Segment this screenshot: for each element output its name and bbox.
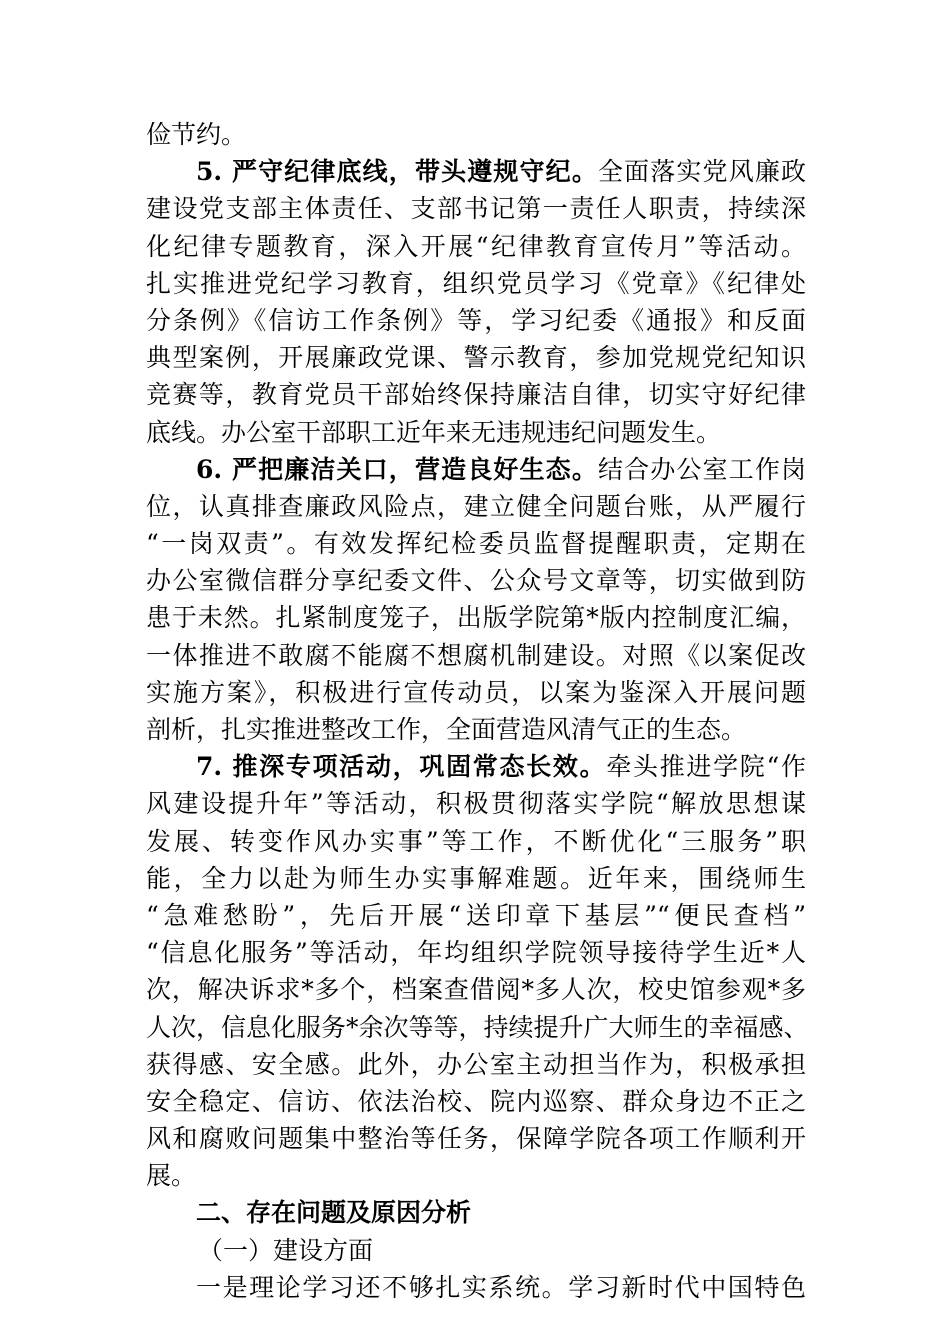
body-text: 一体推进不敢腐不能腐不想腐机制建设。对照《以案促改	[146, 640, 806, 670]
body-text: 人次，信息化服务*余次等等，持续提升广大师生的幸福感、	[146, 1012, 809, 1042]
body-text: 能，全力以赴为师生办实事解难题。近年来，围绕师生	[146, 863, 806, 893]
section-subheading-text: （一）建设方面	[198, 1235, 374, 1265]
body-line	[146, 711, 806, 748]
paragraph-lead: 5. 严守纪律底线，带头遵规守纪。	[196, 157, 598, 187]
body-text: 典型案例，开展廉政党课、警示教育，参加党规党纪知识	[146, 343, 806, 373]
paragraph-text: 结合办公室工作岗	[597, 454, 806, 484]
body-line	[146, 562, 806, 599]
body-text: “急难愁盼”，先后开展“送印章下基层”“便民查档”	[146, 900, 806, 930]
body-line	[146, 934, 806, 971]
body-line	[146, 414, 806, 451]
body-text: 化纪律专题教育，深入开展“纪律教育宣传月”等活动。	[146, 231, 806, 261]
body-line	[146, 785, 806, 822]
section-heading	[146, 1194, 806, 1231]
paragraph-text: 牵头推进学院“作	[606, 752, 806, 782]
body-line	[146, 1046, 806, 1083]
body-line	[146, 339, 806, 376]
body-text: 一是理论学习还不够扎实系统。学习新时代中国特色	[196, 1272, 806, 1302]
body-line	[146, 265, 806, 302]
body-text: 风建设提升年”等活动，积极贯彻落实学院“解放思想谋	[146, 789, 806, 819]
body-text: 分条例》《信访工作条例》等，学习纪委《通报》和反面	[146, 305, 806, 335]
body-text: 发展、转变作风办实事”等工作，不断优化“三服务”职	[146, 826, 806, 856]
body-text: 竞赛等，教育党员干部始终保持廉洁自律，切实守好纪律	[146, 380, 806, 410]
body-text: 安全稳定、信访、依法治校、院内巡察、群众身边不正之	[146, 1086, 806, 1116]
section-heading-text: 二、存在问题及原因分析	[196, 1198, 472, 1228]
paragraph-heading-line	[146, 451, 806, 488]
body-line	[146, 823, 806, 860]
paragraph-heading-line	[146, 748, 806, 785]
body-line	[146, 1157, 806, 1194]
body-line	[146, 971, 806, 1008]
paragraph-lead: 6. 严把廉洁关口，营造良好生态。	[196, 454, 598, 484]
body-text: 位，认真排查廉政风险点，建立健全问题台账，从严履行	[146, 491, 806, 521]
body-text: “信息化服务”等活动，年均组织学院领导接待学生近*人	[146, 938, 806, 968]
body-text: 次，解决诉求*多个，档案查借阅*多人次，校史馆参观*多	[146, 975, 806, 1005]
body-line	[146, 228, 806, 265]
body-line	[146, 116, 806, 153]
paragraph-lead: 7. 推深专项活动，巩固常态长效。	[196, 752, 607, 782]
body-text: 展。	[146, 1161, 197, 1191]
body-text: 建设党支部主体责任、支部书记第一责任人职责，持续深	[146, 194, 806, 224]
body-text: 俭节约。	[146, 120, 247, 149]
body-line	[146, 376, 806, 413]
body-line	[146, 860, 806, 897]
body-line	[146, 897, 806, 934]
section-subheading	[146, 1232, 806, 1269]
body-line	[146, 1083, 806, 1120]
paragraph-heading-line	[146, 153, 806, 190]
body-text: 实施方案》，积极进行宣传动员，以案为鉴深入开展问题	[146, 677, 806, 707]
body-text: “一岗双责”。有效发挥纪检委员监督提醒职责，定期在	[146, 529, 806, 559]
body-line	[146, 1009, 809, 1046]
body-text: 患于未然。扎紧制度笼子，出版学院第*版内控制度汇编，	[146, 603, 806, 633]
body-text: 扎实推进党纪学习教育，组织党员学习《党章》《纪律处	[146, 268, 806, 298]
body-text: 剖析，扎实推进整改工作，全面营造风清气正的生态。	[146, 715, 747, 744]
body-line	[146, 488, 806, 525]
body-line	[146, 599, 806, 636]
body-line	[146, 190, 806, 227]
body-text: 风和腐败问题集中整治等任务，保障学院各项工作顺利开	[146, 1124, 806, 1154]
body-text: 办公室微信群分享纪委文件、公众号文章等，切实做到防	[146, 566, 806, 596]
body-line	[146, 1269, 806, 1306]
body-line	[146, 674, 806, 711]
body-text: 获得感、安全感。此外，办公室主动担当作为，积极承担	[146, 1049, 806, 1079]
paragraph-text: 全面落实党风廉政	[597, 157, 806, 187]
document-page	[146, 116, 809, 1306]
body-line	[146, 525, 806, 562]
body-line	[146, 302, 806, 339]
body-line	[146, 637, 806, 674]
body-text: 底线。办公室干部职工近年来无违规违纪问题发生。	[146, 417, 722, 447]
body-line	[146, 1120, 806, 1157]
